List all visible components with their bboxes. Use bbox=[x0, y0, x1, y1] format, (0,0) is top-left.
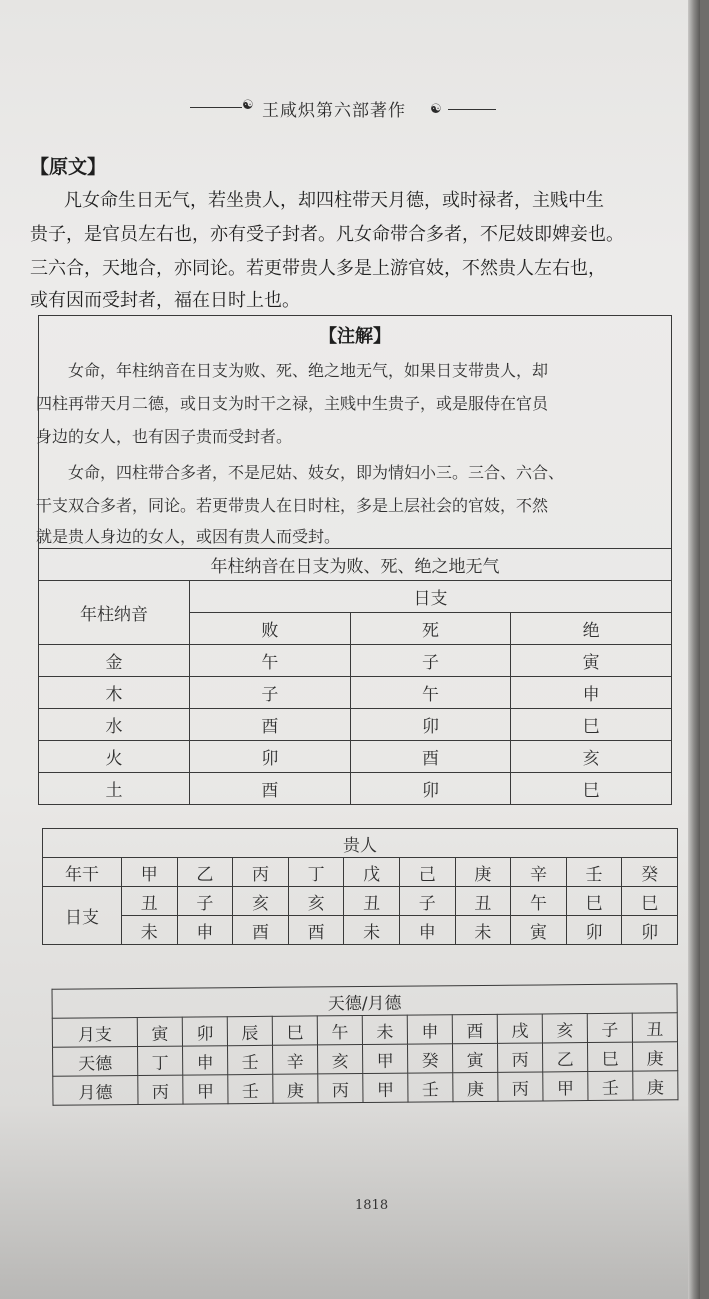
table-cell: 午 bbox=[317, 1016, 362, 1045]
table-cell: 酉 bbox=[190, 709, 351, 741]
table-cell: 甲 bbox=[363, 1073, 408, 1102]
column-header: 日支 bbox=[190, 581, 672, 613]
table-cell: 丑 bbox=[344, 887, 400, 916]
table-cell: 壬 bbox=[408, 1073, 453, 1102]
nayin-table bbox=[38, 548, 672, 805]
original-heading: 【原文】 bbox=[30, 156, 107, 178]
page-number: 1818 bbox=[355, 1198, 389, 1213]
annotation-line: 身边的女人，也有因子贵而受封者。 bbox=[36, 427, 293, 446]
table-cell: 壬 bbox=[566, 858, 622, 887]
table-cell: 癸 bbox=[407, 1044, 452, 1073]
header-rule-left bbox=[190, 107, 242, 108]
header-title: 王咸炽第六部著作 bbox=[262, 101, 406, 121]
row-header: 月支 bbox=[52, 1017, 137, 1047]
page-edge bbox=[688, 0, 700, 1299]
column-header: 年柱纳音 bbox=[39, 581, 190, 645]
table-row bbox=[39, 677, 672, 709]
original-line: 或有因而受封者，福在日时上也。 bbox=[30, 290, 300, 311]
table-cell: 亥 bbox=[288, 887, 344, 916]
table-cell: 丑 bbox=[122, 887, 178, 916]
table-cell: 子 bbox=[587, 1013, 632, 1042]
table-cell: 卯 bbox=[190, 741, 351, 773]
table-cell: 丁 bbox=[288, 858, 344, 887]
table-title: 贵人 bbox=[43, 829, 678, 858]
table-cell: 戊 bbox=[344, 858, 400, 887]
original-line: 三六合，天地合，亦同论。若更带贵人多是上游官妓，不然贵人左右也， bbox=[30, 258, 606, 279]
column-header: 死 bbox=[350, 613, 511, 645]
table-cell: 木 bbox=[39, 677, 190, 709]
table-cell: 酉 bbox=[190, 773, 351, 805]
table-cell: 甲 bbox=[543, 1072, 588, 1101]
table-cell: 寅 bbox=[511, 916, 567, 945]
table-cell: 丙 bbox=[498, 1072, 543, 1101]
table-cell: 巳 bbox=[587, 1042, 632, 1071]
table-cell: 甲 bbox=[363, 1044, 408, 1073]
column-header: 败 bbox=[190, 613, 351, 645]
table-cell: 辰 bbox=[227, 1016, 272, 1045]
table-cell: 申 bbox=[407, 1015, 452, 1044]
table-cell: 壬 bbox=[228, 1045, 273, 1074]
row-header: 月德 bbox=[53, 1075, 138, 1105]
table-cell: 申 bbox=[511, 677, 672, 709]
table-cell: 申 bbox=[177, 916, 233, 945]
table-cell: 午 bbox=[190, 645, 351, 677]
yin-yang-icon: ☯ bbox=[430, 102, 443, 117]
table-cell: 卯 bbox=[622, 916, 678, 945]
table-cell: 卯 bbox=[566, 916, 622, 945]
table-cell: 火 bbox=[39, 741, 190, 773]
table-cell: 亥 bbox=[511, 741, 672, 773]
table-cell: 子 bbox=[399, 887, 455, 916]
table-cell: 巳 bbox=[566, 887, 622, 916]
table-row bbox=[43, 887, 678, 916]
table-cell: 丙 bbox=[497, 1043, 542, 1072]
table-cell: 巳 bbox=[511, 773, 672, 805]
table-row bbox=[53, 1071, 678, 1105]
table-cell: 卯 bbox=[350, 773, 511, 805]
original-line: 凡女命生日无气，若坐贵人，却四柱带天月德，或时禄者，主贱中生 bbox=[64, 190, 604, 211]
annotation-line: 四柱再带天月二德，或日支为时干之禄，主贱中生贵子，或是服侍在官员 bbox=[36, 394, 549, 413]
table-cell: 子 bbox=[350, 645, 511, 677]
table-row bbox=[43, 858, 678, 887]
table-cell: 丙 bbox=[233, 858, 289, 887]
table-cell: 未 bbox=[122, 916, 178, 945]
table-cell: 庚 bbox=[453, 1072, 498, 1101]
table-row bbox=[39, 773, 672, 805]
table-title: 年柱纳音在日支为败、死、绝之地无气 bbox=[39, 549, 672, 581]
guiren-table bbox=[42, 828, 678, 945]
table-cell: 庚 bbox=[633, 1071, 678, 1100]
table-cell: 甲 bbox=[183, 1075, 228, 1104]
table-cell: 乙 bbox=[177, 858, 233, 887]
tiande-yuede-table bbox=[52, 983, 679, 1105]
table-cell: 巳 bbox=[622, 887, 678, 916]
table-cell: 亥 bbox=[233, 887, 289, 916]
annotation-line: 女命，年柱纳音在日支为败、死、绝之地无气，如果日支带贵人，却 bbox=[68, 361, 549, 380]
table-cell: 酉 bbox=[288, 916, 344, 945]
table-cell: 庚 bbox=[455, 858, 511, 887]
table-cell: 丑 bbox=[455, 887, 511, 916]
table-cell: 壬 bbox=[228, 1074, 273, 1103]
table-cell: 寅 bbox=[137, 1017, 182, 1046]
table-cell: 丙 bbox=[318, 1074, 363, 1103]
table-cell: 未 bbox=[362, 1015, 407, 1044]
table-cell: 午 bbox=[350, 677, 511, 709]
table-cell: 申 bbox=[183, 1046, 228, 1075]
row-header: 年干 bbox=[43, 858, 122, 887]
table-cell: 巳 bbox=[272, 1016, 317, 1045]
column-header: 绝 bbox=[511, 613, 672, 645]
yin-yang-icon: ☯ bbox=[242, 98, 255, 113]
table-cell: 己 bbox=[399, 858, 455, 887]
table-cell: 辛 bbox=[511, 858, 567, 887]
table-cell: 丁 bbox=[138, 1046, 183, 1075]
row-header: 日支 bbox=[43, 887, 122, 945]
table-title: 天德/月德 bbox=[52, 984, 677, 1018]
table-cell: 未 bbox=[455, 916, 511, 945]
table-cell: 寅 bbox=[511, 645, 672, 677]
table-row bbox=[43, 916, 678, 945]
running-header bbox=[190, 96, 500, 120]
table-cell: 庚 bbox=[632, 1042, 677, 1071]
table-cell: 申 bbox=[399, 916, 455, 945]
table-cell: 酉 bbox=[350, 741, 511, 773]
table-cell: 卯 bbox=[350, 709, 511, 741]
table-cell: 水 bbox=[39, 709, 190, 741]
table-row bbox=[39, 709, 672, 741]
table-cell: 乙 bbox=[542, 1043, 587, 1072]
table-cell: 甲 bbox=[122, 858, 178, 887]
table-cell: 丙 bbox=[138, 1075, 183, 1104]
row-header: 天德 bbox=[53, 1046, 138, 1076]
table-cell: 子 bbox=[177, 887, 233, 916]
table-cell: 壬 bbox=[588, 1071, 633, 1100]
annotation-heading: 【注解】 bbox=[319, 326, 391, 347]
table-cell: 酉 bbox=[233, 916, 289, 945]
table-cell: 亥 bbox=[542, 1014, 587, 1043]
table-cell: 庚 bbox=[273, 1074, 318, 1103]
table-cell: 寅 bbox=[452, 1043, 497, 1072]
table-cell: 未 bbox=[344, 916, 400, 945]
annotation-line: 女命，四柱带合多者，不是尼姑、妓女，即为情妇小三。三合、六合、 bbox=[68, 463, 565, 482]
annotation-line: 就是贵人身边的女人，或因有贵人而受封。 bbox=[36, 527, 341, 546]
table-cell: 午 bbox=[511, 887, 567, 916]
original-line: 贵子，是官员左右也，亦有受子封者。凡女命带合多者，不尼妓即婢妾也。 bbox=[30, 224, 624, 245]
table-cell: 丑 bbox=[632, 1013, 677, 1042]
table-cell: 巳 bbox=[511, 709, 672, 741]
table-cell: 金 bbox=[39, 645, 190, 677]
table-cell: 子 bbox=[190, 677, 351, 709]
table-row bbox=[39, 741, 672, 773]
table-cell: 酉 bbox=[452, 1014, 497, 1043]
table-cell: 土 bbox=[39, 773, 190, 805]
table-cell: 卯 bbox=[182, 1017, 227, 1046]
table-cell: 辛 bbox=[273, 1045, 318, 1074]
header-rule-right bbox=[448, 109, 496, 110]
table-cell: 亥 bbox=[318, 1045, 363, 1074]
table-row bbox=[39, 645, 672, 677]
table-cell: 戌 bbox=[497, 1014, 542, 1043]
table-cell: 癸 bbox=[622, 858, 678, 887]
annotation-line: 干支双合多者，同论。若更带贵人在日时柱，多是上层社会的官妓，不然 bbox=[36, 496, 549, 515]
